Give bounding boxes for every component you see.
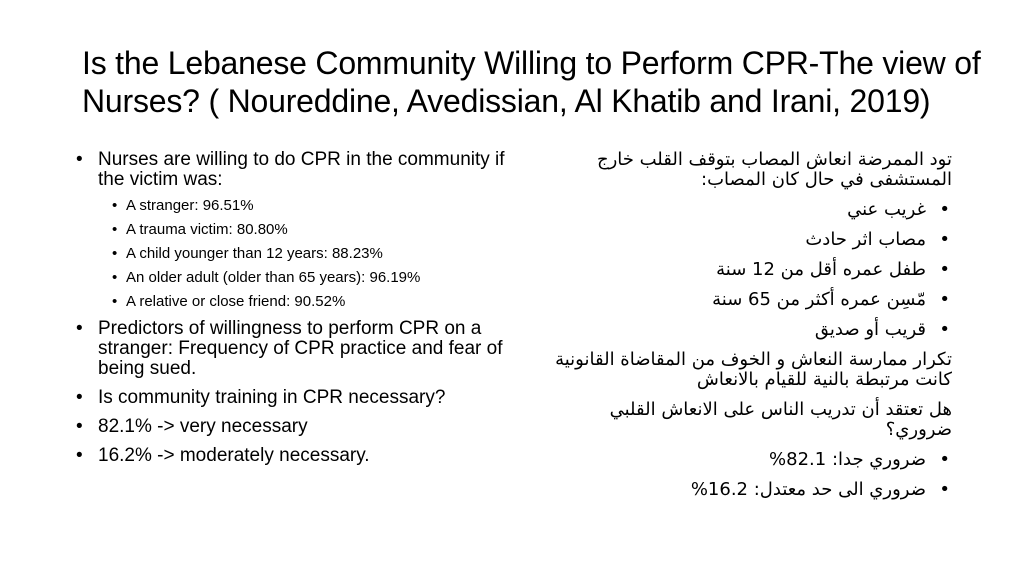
english-victim-item: • A child younger than 12 years: 88.23% <box>98 246 514 262</box>
arabic-question: هل تعتقد أن تدريب الناس على الانعاش القلبي ضروري؟ <box>609 399 952 440</box>
english-moderately-necessary: • 16.2% -> moderately necessary. <box>74 446 514 466</box>
arabic-victim-item: • مصاب اثر حادث <box>552 230 952 250</box>
arabic-victim-item: • طفل عمره أقل من 12 سنة <box>552 260 952 280</box>
english-intro-text: Nurses are willing to do CPR in the community if the victim was: <box>98 149 505 190</box>
english-question: • Is community training in CPR necessary? <box>74 388 514 408</box>
arabic-very-necessary: • ضروري جدا: 82.1% <box>552 450 952 470</box>
arabic-necessity-list <box>552 450 952 500</box>
english-victim-item: • An older adult (older than 65 years): 96.19% <box>98 270 514 286</box>
arabic-intro: تود الممرضة انعاش المصاب بتوقف القلب خارج المستشفى في حال كان المصاب: <box>596 149 952 190</box>
english-victim-item: • A stranger: 96.51% <box>98 198 514 214</box>
arabic-predictors: تكرار ممارسة النعاش و الخوف من المقاضاة القانونية كانت مرتبطة بالنية للقيام بالانعاش <box>555 349 952 390</box>
arabic-victim-item: • قريب أو صديق <box>552 320 952 340</box>
arabic-victim-list <box>552 200 952 340</box>
english-victim-item: • A trauma victim: 80.80% <box>98 222 514 238</box>
english-victim-list <box>98 198 514 310</box>
arabic-moderately-necessary: • ضروري الى حد معتدل: 16.2% <box>552 480 952 500</box>
english-victim-item: • A relative or close friend: 90.52% <box>98 294 514 310</box>
english-predictors: • Predictors of willingness to perform CPR on a stranger: Frequency of CPR practice and fear of being sued. <box>74 319 514 379</box>
arabic-victim-item: • مّسِن عمره أكثر من 65 سنة <box>552 290 952 310</box>
english-content <box>74 150 514 475</box>
arabic-victim-item: • غريب عني <box>552 200 952 220</box>
english-intro-item <box>74 150 514 310</box>
slide-title: Is the Lebanese Community Willing to Perform CPR-The view of Nurses? ( Noureddine, Avedissian, Al Khatib and Irani, 2019) <box>82 45 981 119</box>
arabic-content <box>552 150 952 510</box>
english-very-necessary: • 82.1% -> very necessary <box>74 417 514 437</box>
